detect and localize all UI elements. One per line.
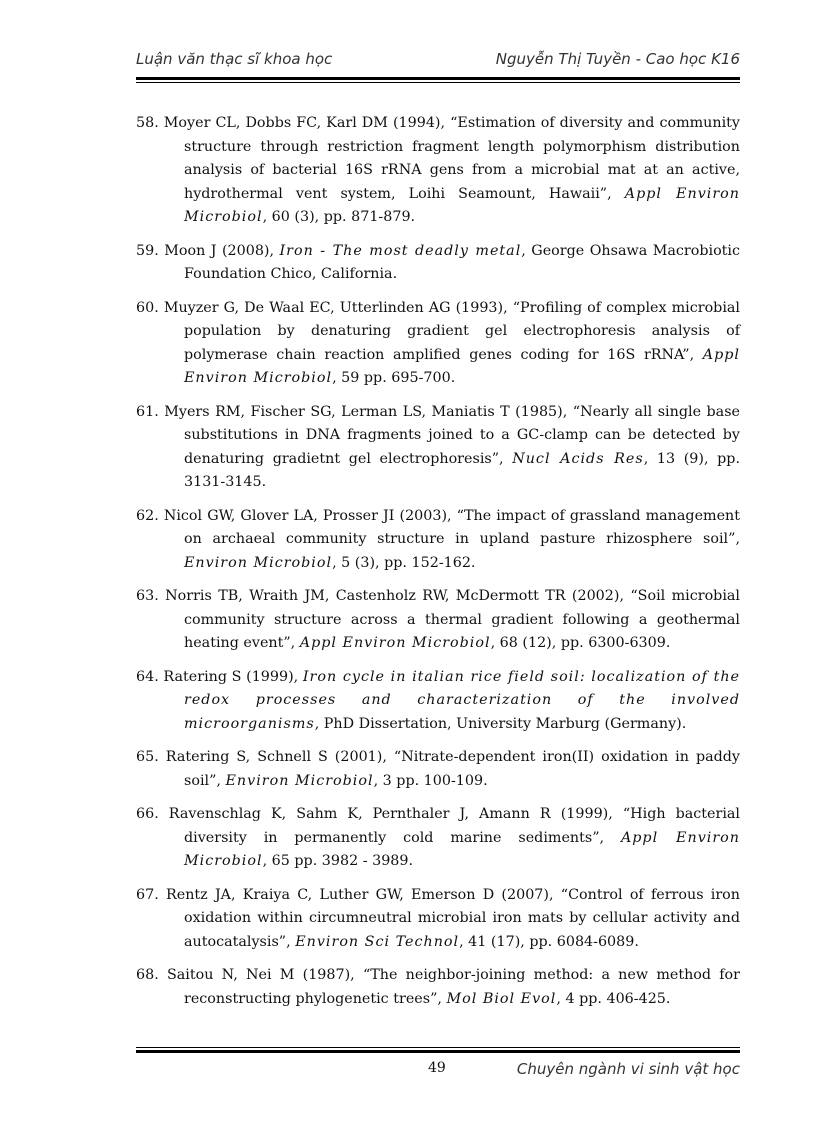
reference-item <box>136 112 740 230</box>
reference-details: , 65 pp. 3982 - 3989. <box>262 853 414 869</box>
reference-details: , PhD Dissertation, University Marburg (Germany). <box>314 715 687 732</box>
footer-rule-thick <box>136 1050 740 1053</box>
reference-item <box>136 803 740 874</box>
reference-list <box>136 112 740 1021</box>
reference-item <box>136 401 740 495</box>
footer-major: Chuyên ngành vi sinh vật học <box>516 1060 740 1078</box>
reference-details: , 41 (17), pp. 6084-6089. <box>459 933 639 950</box>
reference-text: Norris TB, Wraith JM, Castenholz RW, McDermott TR (2002), “Soil microbial community structure across a thermal gradient following a geothermal heating event”, <box>165 588 740 651</box>
reference-text: Moyer CL, Dobbs FC, Karl DM (1994), “Estimation of diversity and community structure through restriction fragment length polymorphism distribution analysis of bacterial 16S rRNA gens from a microbial mat at an active, hydrothermal vent system, Loihi Seamount, Hawaii”, <box>163 115 740 202</box>
reference-source: Iron cycle in italian rice field soil: localization of the redox processes and characterization of the involved microorganisms <box>184 668 740 732</box>
page-header <box>136 50 740 74</box>
reference-item <box>136 240 740 287</box>
reference-item <box>136 884 740 955</box>
reference-details: , 13 (9), pp. 3131-3145. <box>184 450 741 490</box>
reference-source: Mol Biol Evol <box>446 990 557 1007</box>
header-author: Nguyễn Thị Tuyền - Cao học K16 <box>495 50 740 68</box>
reference-text: Myers RM, Fischer SG, Lerman LS, Maniatis T (1985), “Nearly all single base substitutions in DNA fragments joined to a GC-clamp can be detected by denaturing gradietnt gel electrophoresis”, <box>164 403 740 467</box>
reference-details: , 68 (12), pp. 6300-6309. <box>490 635 671 651</box>
reference-source: Appl Environ Microbiol <box>299 635 491 651</box>
reference-number: 65. <box>136 749 159 765</box>
reference-text: Moon J (2008), <box>164 242 280 259</box>
reference-source: Appl Environ Microbiol <box>184 346 740 386</box>
reference-number: 62. <box>136 507 159 524</box>
reference-item <box>136 964 740 1011</box>
footer-rule-thin <box>136 1047 740 1048</box>
reference-details: , George Ohsawa Macrobiotic Foundation Chico, California. <box>184 242 740 282</box>
reference-number: 59. <box>136 242 159 259</box>
reference-number: 61. <box>136 403 159 420</box>
reference-item <box>136 666 740 737</box>
reference-source: Environ Microbiol <box>225 772 374 789</box>
reference-text: Saitou N, Nei M (1987), “The neighbor-joining method: a new method for reconstructing phylogenetic trees”, <box>166 967 740 1007</box>
reference-number: 60. <box>136 299 159 316</box>
reference-source: Environ Sci Technol <box>295 933 460 950</box>
reference-text: Ratering S (1999), <box>163 668 303 685</box>
header-thesis-title: Luận văn thạc sĩ khoa học <box>136 50 333 68</box>
reference-details: , 59 pp. 695-700. <box>332 370 456 386</box>
reference-text: Ravenschlag K, Sahm K, Pernthaler J, Amann R (1999), “High bacterial diversity in permanently cold marine sediments”, <box>168 806 740 846</box>
reference-details: , 3 pp. 100-109. <box>373 772 488 789</box>
header-rule-thin <box>136 82 740 83</box>
reference-text: Ratering S, Schnell S (2001), “Nitrate-dependent iron(II) oxidation in paddy soil”, <box>165 749 740 789</box>
reference-source: Appl Environ Microbiol <box>184 185 740 225</box>
reference-text: Rentz JA, Kraiya C, Luther GW, Emerson D (2007), “Control of ferrous iron oxidation within circumneutral microbial iron mats by cellular activity and autocatalysis”, <box>166 886 740 950</box>
reference-item <box>136 746 740 793</box>
reference-details: , 5 (3), pp. 152-162. <box>332 554 476 571</box>
reference-item <box>136 505 740 576</box>
reference-source: Iron - The most deadly metal <box>279 242 522 259</box>
reference-details: , 60 (3), pp. 871-879. <box>262 209 416 225</box>
reference-text: Muyzer G, De Waal EC, Utterlinden AG (1993), “Profiling of complex microbial population by denaturing gradient gel electrophoresis analysis of polymerase chain reaction amplified genes coding for 16S rRNA”, <box>163 299 740 363</box>
reference-number: 64. <box>136 668 159 685</box>
reference-source: Environ Microbiol <box>184 554 333 571</box>
page-number: 49 <box>428 1060 446 1076</box>
header-rule-thick <box>136 77 740 80</box>
reference-number: 58. <box>136 115 159 131</box>
reference-number: 68. <box>136 967 159 983</box>
reference-number: 66. <box>136 806 159 822</box>
reference-number: 67. <box>136 886 159 903</box>
reference-item <box>136 585 740 656</box>
reference-details: , 4 pp. 406-425. <box>556 990 671 1007</box>
reference-item <box>136 297 740 391</box>
reference-source: Nucl Acids Res <box>512 450 644 467</box>
reference-number: 63. <box>136 588 159 604</box>
reference-text: Nicol GW, Glover LA, Prosser JI (2003), “The impact of grassland management on archaeal community structure in upland pasture rhizosphere soil”, <box>163 507 741 547</box>
reference-source: Appl Environ Microbiol <box>184 829 740 869</box>
